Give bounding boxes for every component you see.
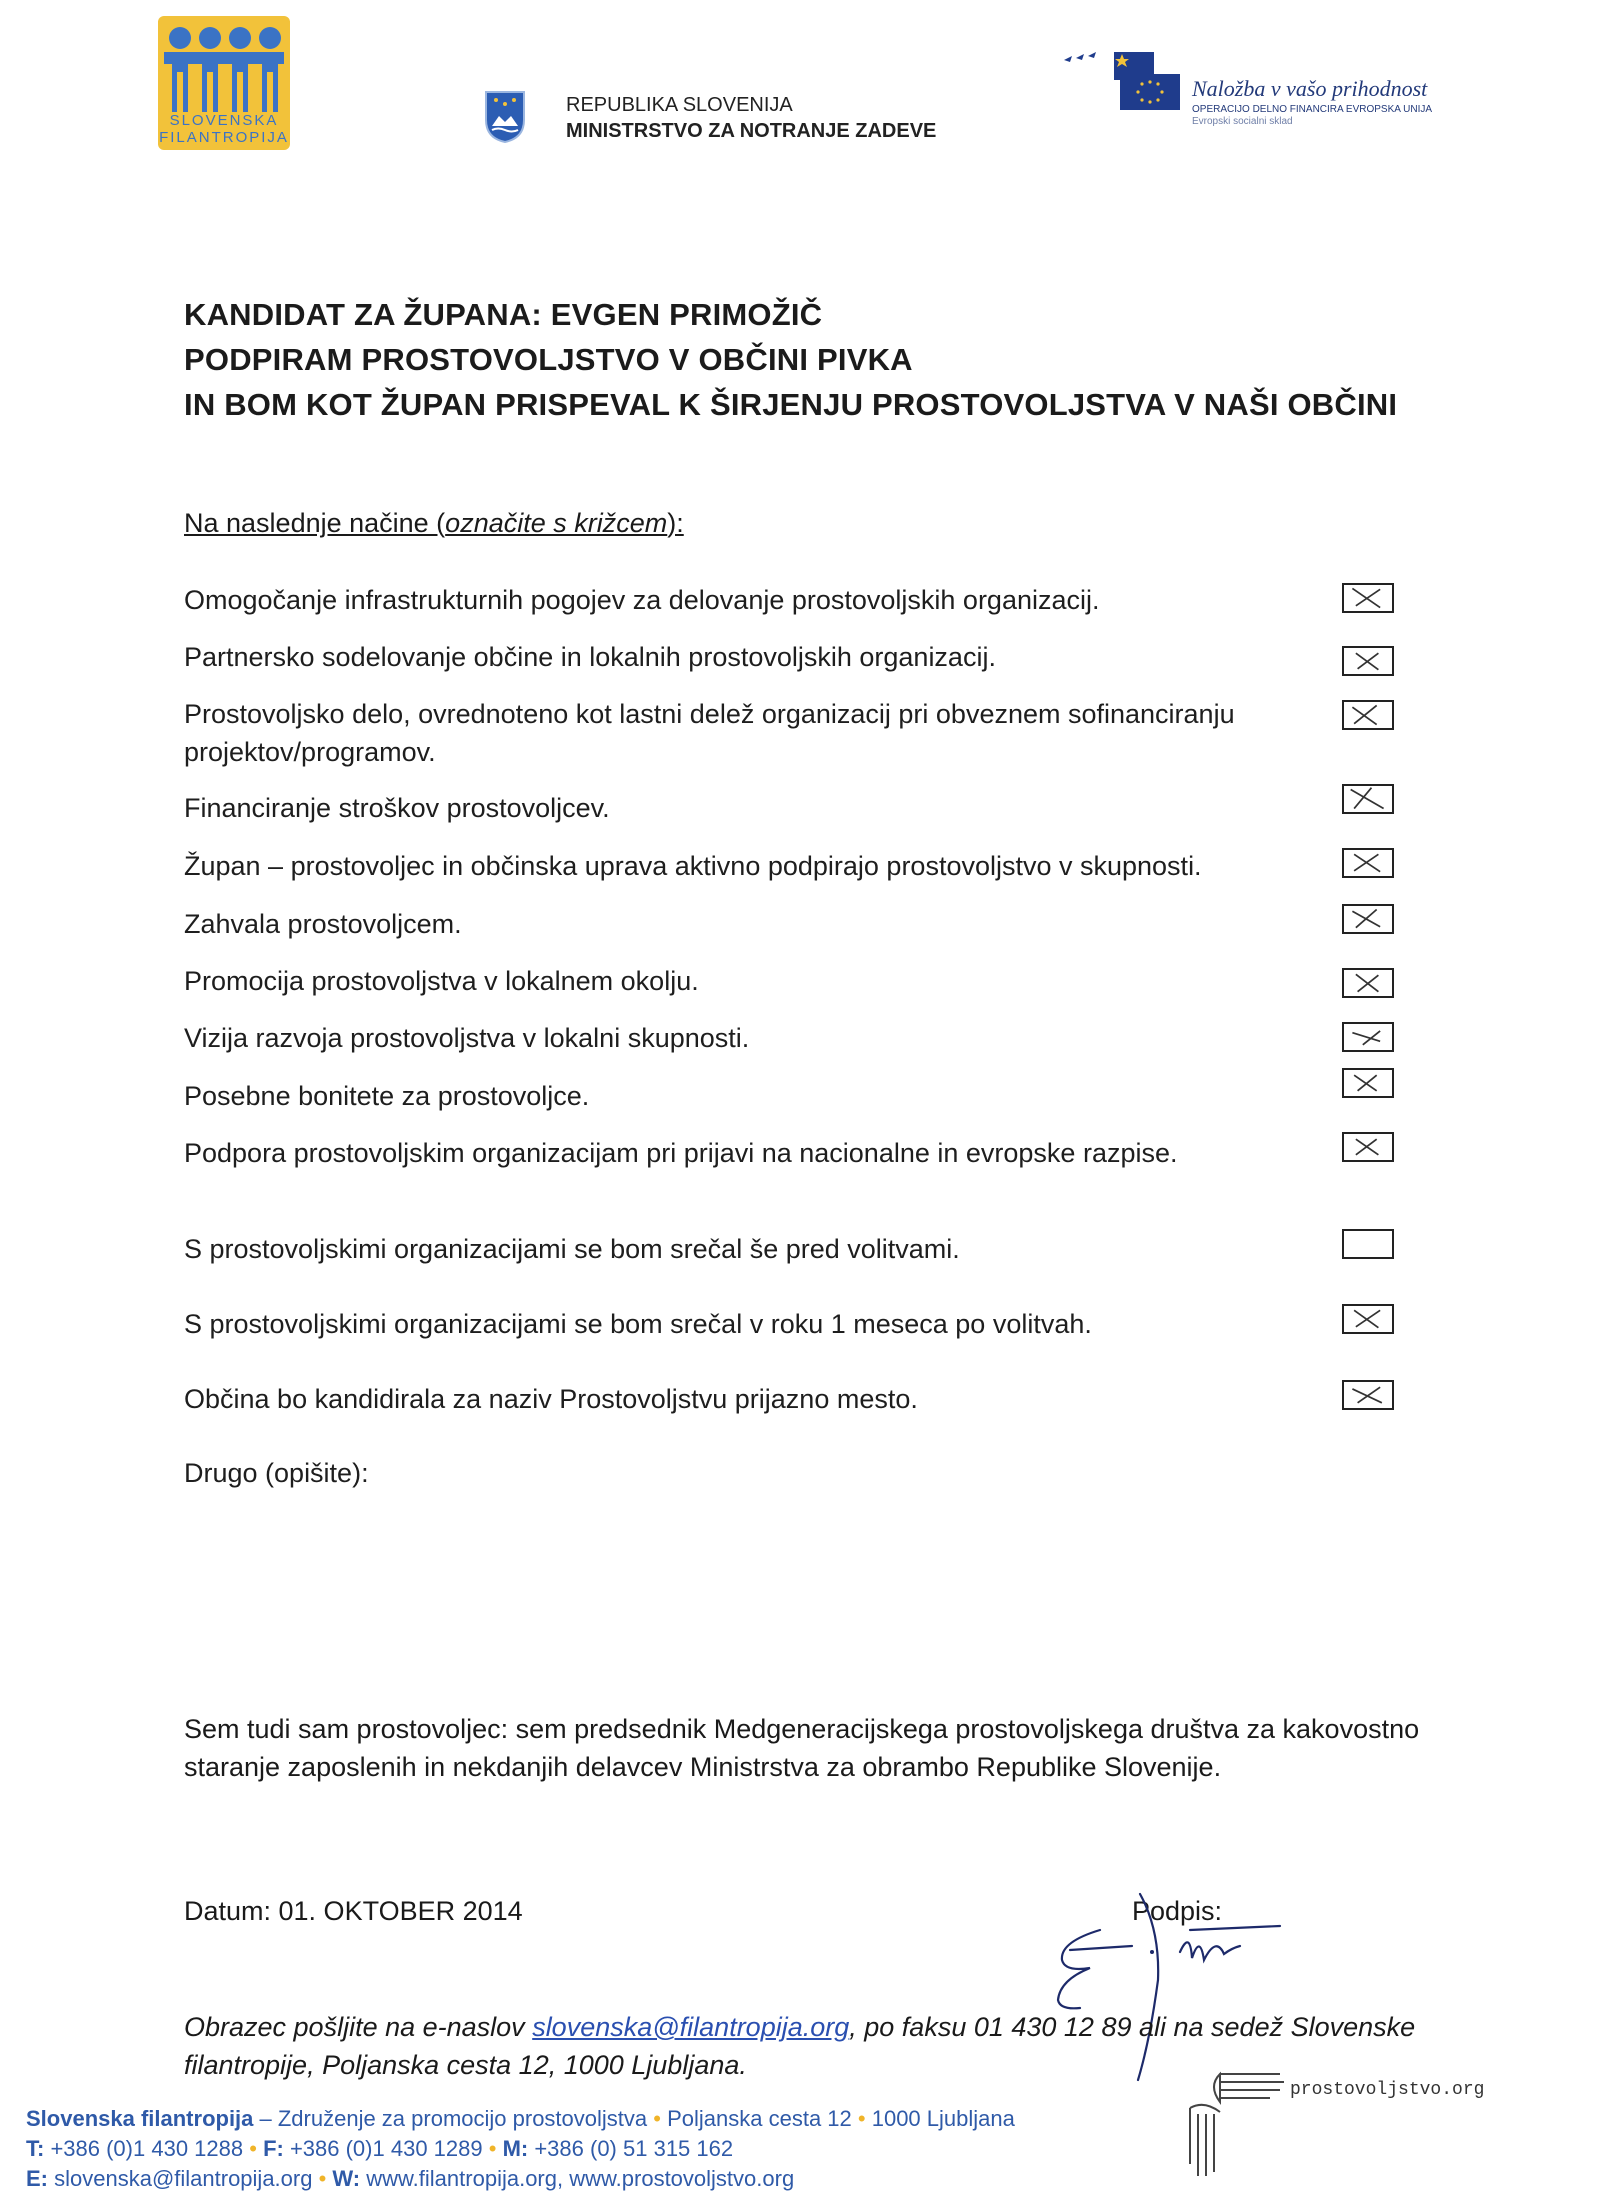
intro-end: ): xyxy=(667,508,684,538)
footer-e-label: E: xyxy=(26,2166,48,2191)
document-title xyxy=(184,292,1397,427)
intro-italic: označite s križcem xyxy=(445,508,668,538)
eu-flag-icon xyxy=(1062,50,1192,115)
checklist-item-1: Omogočanje infrastrukturnih pogojev za delovanje prostovoljskih organizacij. xyxy=(184,585,1100,615)
title-line3: IN BOM KOT ŽUPAN PRISPEVAL K ŠIRJENJU PROSTOVOLJSTVA V NAŠI OBČINI xyxy=(184,387,1398,422)
footer-phone: +386 (0)1 430 1288 xyxy=(44,2136,244,2161)
eu-sub-line2: Evropski socialni sklad xyxy=(1192,116,1293,127)
checkbox-13[interactable] xyxy=(1342,1380,1394,1410)
checkbox-2[interactable] xyxy=(1342,646,1394,676)
footer-city: 1000 Ljubljana xyxy=(871,2106,1015,2131)
checkbox-6[interactable] xyxy=(1342,904,1394,934)
footer-m-label: M: xyxy=(502,2136,529,2161)
checklist-item-6: Zahvala prostovoljcem. xyxy=(184,909,462,939)
volunteer-note: Sem tudi sam prostovoljec: sem predsednik Medgeneracijskega prostovoljskega društva za kakovostno staranje zaposlenih in nekdanjih delavcev Ministrstva za obrambo Republike Slovenije. xyxy=(184,1714,1420,1782)
checklist-item-7: Promocija prostovoljstva v lokalnem okolju. xyxy=(184,966,699,996)
date-label: Datum: 01. OKTOBER 2014 xyxy=(184,1896,523,1926)
footer-f-label: F: xyxy=(263,2136,284,2161)
checklist-item-5: Župan – prostovoljec in občinska uprava aktivno podpirajo prostovoljstvo v skupnosti. xyxy=(184,851,1202,881)
checklist-item-2: Partnersko sodelovanje občine in lokalnih prostovoljskih organizacij. xyxy=(184,642,996,672)
eu-subtitle xyxy=(1192,104,1432,128)
eu-sub-line1: OPERACIJO DELNO FINANCIRA EVROPSKA UNIJA xyxy=(1192,104,1433,115)
footer-street: Poljanska cesta 12 xyxy=(667,2106,852,2131)
bullet-icon: • xyxy=(857,2106,866,2131)
intro-text: Na naslednje načine ( xyxy=(184,508,446,538)
footer-org-desc: – Združenje za promocijo prostovoljstva xyxy=(253,2106,648,2131)
ministry-header xyxy=(566,92,936,144)
slovenska-filantropija-logo xyxy=(158,16,290,150)
checkbox-9[interactable] xyxy=(1342,1068,1394,1098)
send-after: , po faksu 01 430 12 89 ali na sedež Slovenske filantropije, Poljanska cesta 12, 1000 Ljubljana. xyxy=(184,2012,1416,2080)
checkbox-12[interactable] xyxy=(1342,1304,1394,1334)
checkbox-7[interactable] xyxy=(1342,968,1394,998)
footer-web[interactable]: www.filantropija.org, www.prostovoljstvo.org xyxy=(360,2166,795,2191)
footer-line1 xyxy=(26,2104,1015,2134)
checkbox-1[interactable] xyxy=(1342,583,1394,613)
email-link[interactable]: slovenska@filantropija.org xyxy=(532,2012,850,2042)
footer-line3 xyxy=(26,2164,794,2194)
footer-fax: +386 (0)1 430 1289 xyxy=(283,2136,483,2161)
title-line1: KANDIDAT ZA ŽUPANA: EVGEN PRIMOŽIČ xyxy=(184,297,823,332)
checklist-item-12: S prostovoljskimi organizacijami se bom srečal v roku 1 meseca po volitvah. xyxy=(184,1309,1092,1339)
footer-email[interactable]: slovenska@filantropija.org xyxy=(48,2166,313,2191)
signature-label: Podpis: xyxy=(1132,1896,1223,1926)
checklist-item-11: S prostovoljskimi organizacijami se bom srečal še pred volitvami. xyxy=(184,1234,960,1264)
footer-mobile: +386 (0) 51 315 162 xyxy=(528,2136,734,2161)
prostovoljstvo-logo-text: prostovoljstvo.org xyxy=(1290,2080,1485,2100)
bullet-icon: • xyxy=(249,2136,257,2161)
gov-line2: MINISTRSTVO ZA NOTRANJE ZADEVE xyxy=(566,120,937,142)
checkbox-3[interactable] xyxy=(1342,700,1394,730)
checklist-item-13: Občina bo kandidirala za naziv Prostovoljstvu prijazno mesto. xyxy=(184,1384,918,1414)
slovenia-coat-of-arms-icon xyxy=(484,90,526,144)
gov-line1: REPUBLIKA SLOVENIJA xyxy=(566,94,793,116)
checkbox-4[interactable] xyxy=(1342,784,1394,814)
checklist-item-10: Podpora prostovoljskim organizacijam pri prijavi na nacionalne in evropske razpise. xyxy=(184,1138,1178,1168)
checklist-item-9: Posebne bonitete za prostovoljce. xyxy=(184,1081,590,1111)
instructions xyxy=(184,508,684,539)
hands-icon xyxy=(1180,2064,1290,2189)
footer-t-label: T: xyxy=(26,2136,45,2161)
other-label: Drugo (opišite): xyxy=(184,1458,369,1488)
bullet-icon: • xyxy=(653,2106,661,2131)
checkbox-11[interactable] xyxy=(1342,1229,1394,1259)
logo-line2: FILANTROPIJA xyxy=(159,129,289,146)
checklist-item-4: Financiranje stroškov prostovoljcev. xyxy=(184,793,610,823)
logo-line1: SLOVENSKA xyxy=(169,112,279,129)
checkbox-8[interactable] xyxy=(1342,1022,1394,1052)
eu-slogan: Naložba v vašo prihodnost xyxy=(1192,76,1428,101)
footer-line2 xyxy=(26,2134,733,2164)
checkbox-10[interactable] xyxy=(1342,1132,1394,1162)
footer-org: Slovenska filantropija xyxy=(26,2106,254,2131)
title-line2: PODPIRAM PROSTOVOLJSTVO V OBČINI PIVKA xyxy=(184,342,913,377)
checklist-item-3: Prostovoljsko delo, ovrednoteno kot lastni delež organizacij pri obveznem sofinanciranju projektov/programov. xyxy=(184,699,1235,767)
bullet-icon: • xyxy=(318,2166,327,2191)
footer-w-label: W: xyxy=(332,2166,361,2191)
people-figures-icon xyxy=(158,16,290,116)
send-before: Obrazec pošljite na e-naslov xyxy=(184,2012,533,2042)
checkbox-5[interactable] xyxy=(1342,848,1394,878)
bullet-icon: • xyxy=(488,2136,497,2161)
checklist-item-8: Vizija razvoja prostovoljstva v lokalni skupnosti. xyxy=(184,1023,750,1053)
